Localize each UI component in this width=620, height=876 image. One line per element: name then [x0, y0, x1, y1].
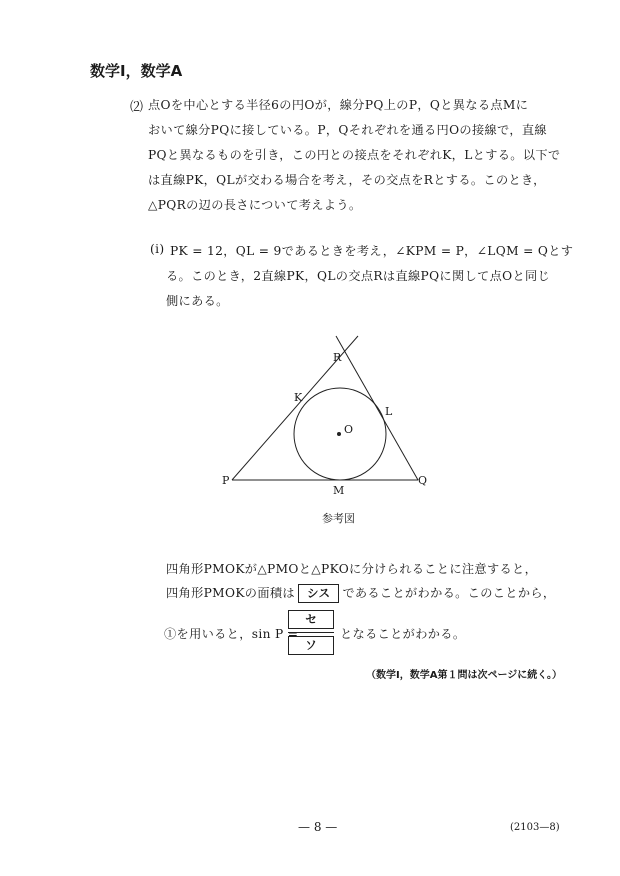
- question-line-4: は直線PK，QLが交わる場合を考え，その交点をRとする。このとき，: [148, 173, 546, 187]
- text-line-3-post: となることがわかる。: [340, 627, 466, 641]
- subquestion-line-3: 側にある。: [166, 294, 229, 308]
- label-m: M: [333, 484, 345, 497]
- label-p: P: [222, 474, 230, 487]
- text-line-2-post: であることがわかる。このことから，: [342, 586, 556, 600]
- question-line-2: おいて線分PQに接している。P，Qそれぞれを通る円Oの接線で，直線: [148, 123, 547, 137]
- text-line-2: [166, 582, 555, 604]
- fraction-answer: [288, 610, 334, 655]
- center-dot: [337, 432, 341, 436]
- subject-title: 数学Ⅰ，数学A: [90, 62, 183, 80]
- label-k: K: [294, 391, 303, 404]
- question-line-1: 点Oを中心とする半径6の円Oが，線分PQ上のP，Qと異なる点Mに: [148, 98, 529, 112]
- fraction-bar: [288, 632, 334, 633]
- subquestion-label: (i): [150, 242, 165, 256]
- label-l: L: [385, 405, 393, 418]
- text-line-3-pre: ①を用いると，sin P =: [164, 627, 299, 641]
- answer-box-se[interactable]: セ: [288, 610, 334, 629]
- figure-caption: 参考図: [322, 512, 355, 525]
- exam-code: (2103—8): [510, 822, 560, 833]
- subquestion-line-2: る。このとき，2直線PK，QLの交点Rは直線PQに関して点Oと同じ: [166, 269, 551, 283]
- page-number: — 8 —: [298, 820, 338, 834]
- question-line-5: △PQRの辺の長さについて考えよう。: [148, 198, 362, 212]
- question-number: ⑵: [130, 100, 144, 115]
- answer-box-shisu[interactable]: シス: [298, 584, 339, 603]
- text-line-2-pre: 四角形PMOKの面積は: [166, 586, 295, 600]
- answer-box-so[interactable]: ソ: [288, 636, 334, 655]
- question-line-3: PQと異なるものを引き，この円との接点をそれぞれK，Lとする。以下で: [148, 148, 561, 162]
- label-q: Q: [418, 474, 428, 487]
- subquestion-line-1: PK = 12，QL = 9であるときを考え，∠KPM = P，∠LQM = Qとす: [170, 244, 574, 258]
- label-r: R: [333, 351, 342, 364]
- continue-note: （数学Ⅰ，数学A第１問は次ページに続く。）: [366, 670, 563, 681]
- label-o: O: [344, 423, 354, 436]
- line-ql: [336, 336, 418, 480]
- text-line-1: 四角形PMOKが△PMOと△PKOに分けられることに注意すると，: [166, 562, 538, 576]
